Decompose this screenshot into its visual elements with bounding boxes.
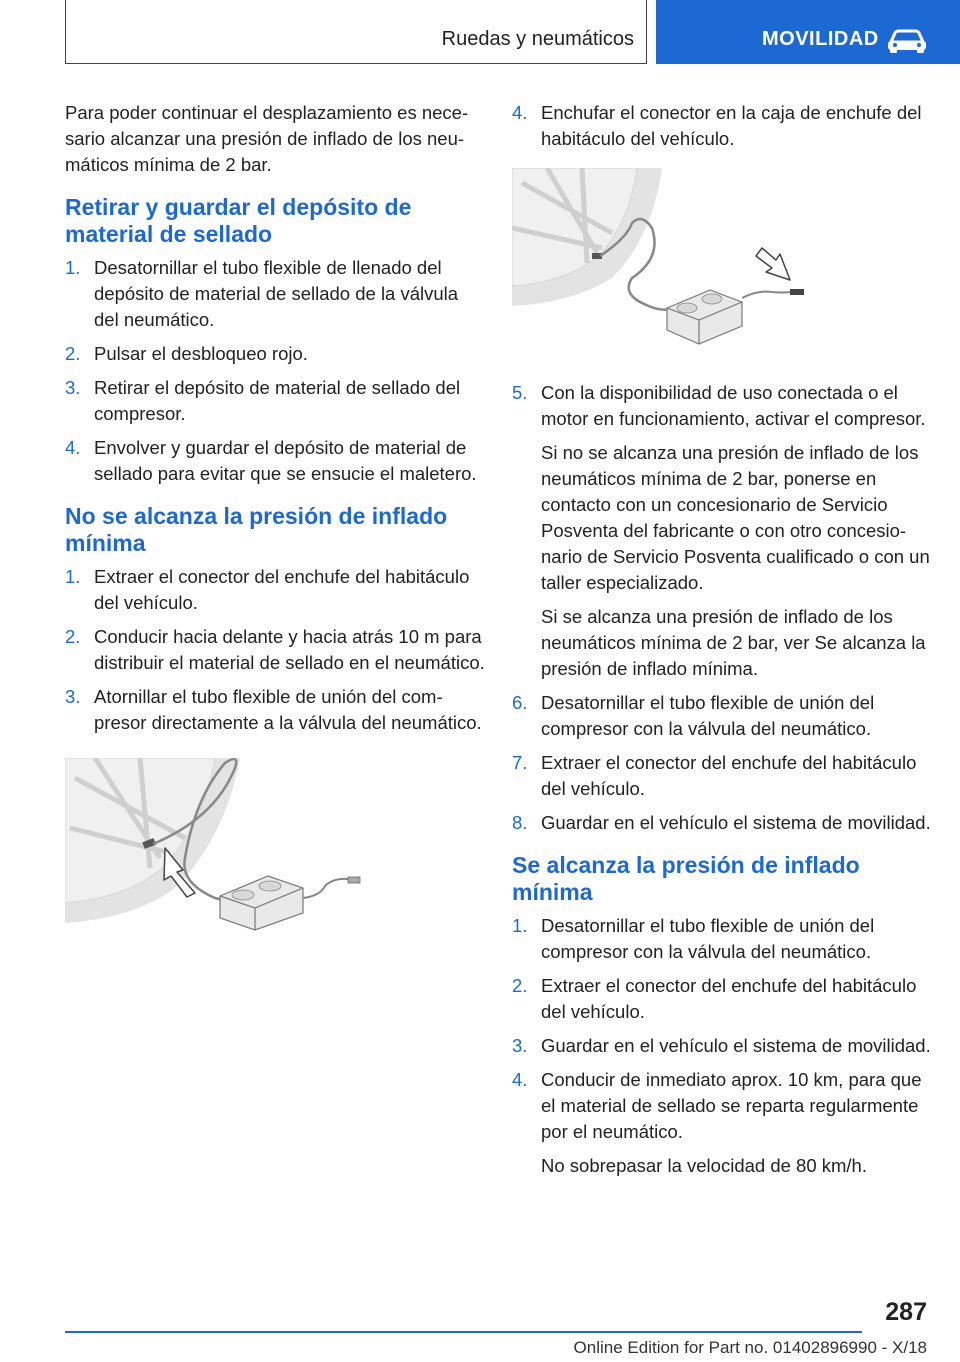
step-number: 3. xyxy=(65,377,81,398)
step-text: Guardar en el vehículo el sistema de movilidad. xyxy=(541,812,931,833)
list-item xyxy=(512,973,932,1025)
step-number: 2. xyxy=(512,975,528,996)
step-text: Conducir hacia delante y hacia atrás 10 m para distribuir el material de sellado en el neumático. xyxy=(94,626,485,673)
steps-se-alcanza xyxy=(512,913,932,1179)
list-item xyxy=(65,341,485,367)
list-item xyxy=(512,1067,932,1179)
list-item xyxy=(512,380,932,682)
step-text: Guardar en el vehículo el sistema de movilidad. xyxy=(541,1035,931,1056)
steps-no-alcanza xyxy=(65,564,485,736)
step-number: 8. xyxy=(512,812,528,833)
step-number: 3. xyxy=(65,686,81,707)
step-number: 2. xyxy=(65,626,81,647)
step-text: Retirar el depósito de material de sellado del compresor. xyxy=(94,377,461,424)
section-heading-se-alcanza: Se alcanza la presión de inflado mínima xyxy=(512,852,860,905)
steps-retirar xyxy=(65,255,485,487)
step-text: Desatornillar el tubo flexible de unión del compresor con la válvula del neumático. xyxy=(541,915,875,962)
step-text: Conducir de inmediato aprox. 10 km, para que el material de sellado se reparta regularmente por el neumático. xyxy=(541,1069,922,1142)
step-text: Extraer el conector del enchufe del habitáculo del vehículo. xyxy=(94,566,470,613)
right-column xyxy=(512,100,932,1179)
steps-continued-b xyxy=(512,380,932,836)
step-note: No sobrepasar la velocidad de 80 km/h. xyxy=(541,1155,867,1176)
step-text: Atornillar el tubo flexible de unión del compresor directamente a la válvula del neumático. xyxy=(94,686,482,733)
step-text: Enchufar el conector en la caja de enchufe del habitáculo del vehículo. xyxy=(541,102,922,149)
step-number: 2. xyxy=(65,343,81,364)
step-text: Desatornillar el tubo flexible de llenado del depósito de material de sellado de la válvula del neumático. xyxy=(94,257,459,330)
step-number: 4. xyxy=(65,437,81,458)
step-number: 7. xyxy=(512,752,528,773)
edition-footer: Online Edition for Part no. 01402896990 - X/18 xyxy=(573,1338,927,1357)
car-icon xyxy=(886,28,928,54)
socket-connector-illustration xyxy=(512,168,812,358)
step-note: Si no se alcanza una presión de inflado de los neumáticos mínima de 2 bar, ponerse en contacto con un concesionario de Servicio Posventa del fabricante o con otro concesionario de Servicio Posventa cualificado o con un taller especializado. xyxy=(541,442,930,593)
list-item xyxy=(65,435,485,487)
chapter-tab[interactable] xyxy=(656,0,960,64)
list-item xyxy=(512,810,932,836)
step-number: 3. xyxy=(512,1035,528,1056)
list-item xyxy=(512,690,932,742)
list-item xyxy=(65,375,485,427)
step-text: Con la disponibilidad de uso conectada o el motor en funcionamiento, activar el compresor. xyxy=(541,382,926,429)
chapter-tab-label: MOVILIDAD xyxy=(762,28,879,50)
step-number: 4. xyxy=(512,102,528,123)
header-section-box xyxy=(65,0,647,64)
list-item xyxy=(65,564,485,616)
step-number: 4. xyxy=(512,1069,528,1090)
step-text: Extraer el conector del enchufe del habitáculo del vehículo. xyxy=(541,752,917,799)
intro-paragraph: Para poder continuar el desplazamiento es necesario alcanzar una presión de inflado de los neumáticos mínima de 2 bar. xyxy=(65,102,469,175)
left-column xyxy=(65,100,485,938)
section-heading-retirar: Retirar y guardar el depósito de material de sellado xyxy=(65,194,412,247)
step-note: Si se alcanza una presión de inflado de los neumáticos mínima de 2 bar, ver Se alcanza la presión de inflado mínima. xyxy=(541,606,926,679)
list-item xyxy=(65,255,485,333)
step-number: 1. xyxy=(512,915,528,936)
compressor-valve-illustration xyxy=(65,758,365,938)
steps-continued-a xyxy=(512,100,932,152)
section-heading-no-alcanza: No se alcanza la presión de inflado mínima xyxy=(65,503,448,556)
list-item xyxy=(512,100,932,152)
list-item xyxy=(65,624,485,676)
footer-divider xyxy=(65,1331,862,1333)
step-number: 1. xyxy=(65,257,81,278)
section-title: Ruedas y neumáticos xyxy=(441,28,634,50)
step-number: 6. xyxy=(512,692,528,713)
list-item xyxy=(65,684,485,736)
step-number: 5. xyxy=(512,382,528,403)
step-text: Pulsar el desbloqueo rojo. xyxy=(94,343,308,364)
list-item xyxy=(512,913,932,965)
step-text: Desatornillar el tubo flexible de unión del compresor con la válvula del neumático. xyxy=(541,692,875,739)
page-number: 287 xyxy=(885,1298,927,1326)
step-text: Envolver y guardar el depósito de material de sellado para evitar que se ensucie el maletero. xyxy=(94,437,477,484)
list-item xyxy=(512,750,932,802)
list-item xyxy=(512,1033,932,1059)
step-text: Extraer el conector del enchufe del habitáculo del vehículo. xyxy=(541,975,917,1022)
step-number: 1. xyxy=(65,566,81,587)
